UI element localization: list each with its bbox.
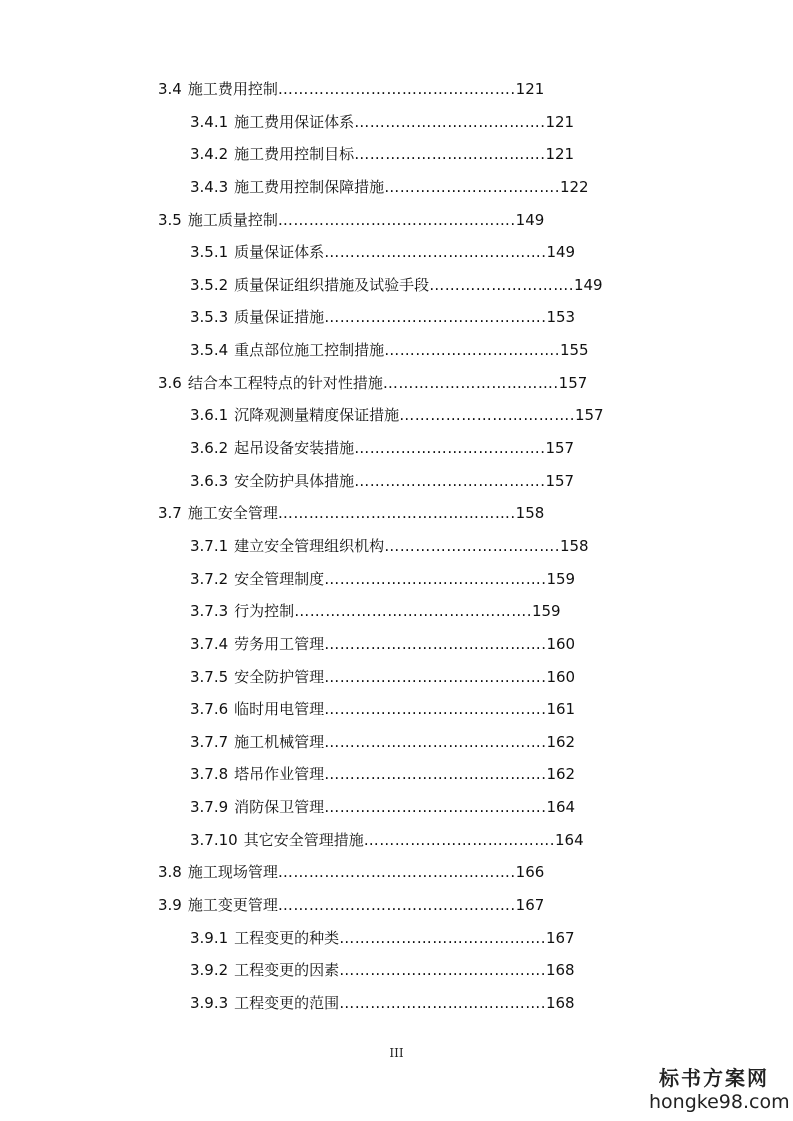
toc-entry-number: 3.9 [158, 896, 182, 915]
toc-entry [0, 301, 793, 334]
toc-entry-page: 153 [546, 308, 576, 327]
toc-entry [0, 530, 793, 563]
toc-entry-page: 164 [546, 798, 576, 817]
toc-entry [0, 824, 793, 857]
toc-entry-number: 3.7.6 [190, 700, 229, 719]
toc-entry-title: 施工费用控制 [187, 80, 278, 98]
toc-entry-leader: ……………………………………. [324, 667, 547, 686]
toc-entry-page: 158 [515, 504, 545, 523]
toc-entry-number: 3.5 [158, 210, 182, 229]
toc-entry-page: 160 [546, 667, 576, 686]
toc-entry [0, 204, 793, 237]
toc-entry-page: 157 [574, 406, 604, 425]
toc-entry [0, 399, 793, 432]
toc-entry-leader: ……………………………………. [324, 700, 547, 719]
toc-entry-page: 122 [559, 177, 589, 196]
toc-entry-title: 结合本工程特点的针对性措施 [187, 373, 383, 392]
toc-entry [0, 889, 793, 922]
toc-entry-leader: ………………………. [429, 275, 574, 294]
toc-entry [0, 563, 793, 596]
toc-entry-leader: ………………………………………. [294, 602, 532, 621]
toc-entry-leader: ……………………………………. [324, 569, 547, 588]
toc-entry [0, 954, 793, 987]
toc-entry-title: 行为控制 [234, 602, 295, 621]
toc-entry-page: 167 [515, 896, 545, 915]
toc-entry [0, 73, 793, 106]
toc-entry-title: 施工费用控制目标 [234, 145, 355, 164]
toc-entry-number: 3.5.3 [190, 308, 229, 327]
toc-entry-title: 工程变更的因素 [234, 961, 340, 980]
toc-entry-number: 3.7 [158, 504, 182, 523]
toc-entry [0, 367, 793, 400]
toc-entry-title: 施工费用保证体系 [234, 112, 355, 131]
toc-entry-number: 3.7.8 [190, 765, 229, 784]
toc-entry-number: 3.6.1 [190, 406, 229, 425]
toc-entry-title: 临时用电管理 [234, 700, 325, 719]
toc-entry-page: 159 [531, 602, 561, 621]
toc-entry-page: 161 [546, 700, 576, 719]
toc-entry-leader: ………………………………. [354, 112, 546, 131]
toc-entry-number: 3.7.10 [190, 830, 238, 849]
toc-entry [0, 693, 793, 726]
toc-entry-number: 3.8 [158, 863, 182, 882]
toc-entry [0, 334, 793, 367]
toc-entry-page: 121 [515, 80, 545, 98]
toc-entry-page: 155 [559, 341, 589, 360]
toc-entry-leader: ………………………………………. [277, 896, 516, 915]
toc-entry-leader: …………………………………. [339, 961, 546, 980]
toc-entry-number: 3.9.3 [190, 993, 229, 1012]
toc-entry [0, 791, 793, 824]
toc-entry-number: 3.7.5 [190, 667, 229, 686]
toc-entry [0, 595, 793, 628]
toc-entry-leader: ……………………………. [399, 406, 575, 425]
toc-entry [0, 432, 793, 465]
toc-entry-page: 157 [545, 439, 575, 458]
toc-entry-page: 149 [546, 243, 576, 262]
toc-entry-number: 3.5.1 [190, 243, 229, 262]
watermark-url: hongke98.com [649, 1091, 790, 1113]
toc-entry-leader: ……………………………………. [324, 732, 547, 751]
toc-entry-leader: ………………………………………. [277, 80, 516, 98]
toc-entry-title: 塔吊作业管理 [234, 765, 325, 784]
toc-entry-title: 安全防护管理 [234, 667, 325, 686]
toc-entry [0, 497, 793, 530]
toc-entry-number: 3.6 [158, 373, 182, 392]
table-of-contents [0, 73, 793, 1020]
toc-entry-leader: ………………………………. [354, 439, 546, 458]
toc-entry-number: 3.7.7 [190, 732, 229, 751]
toc-entry-number: 3.5.4 [190, 341, 229, 360]
toc-entry [0, 856, 793, 889]
toc-entry-number: 3.7.9 [190, 798, 229, 817]
toc-entry-number: 3.6.3 [190, 471, 229, 490]
toc-entry-title: 施工费用控制保障措施 [234, 177, 385, 196]
toc-entry-leader: ……………………………………. [324, 634, 547, 653]
toc-entry-leader: …………………………………. [339, 993, 546, 1012]
toc-entry-title: 施工现场管理 [187, 863, 278, 882]
toc-entry-page: 157 [545, 471, 575, 490]
toc-entry-page: 159 [546, 569, 576, 588]
toc-entry-page: 149 [573, 275, 603, 294]
toc-entry-title: 质量保证组织措施及试验手段 [234, 275, 430, 294]
toc-entry-page: 168 [545, 961, 575, 980]
watermark-logo [649, 1062, 790, 1113]
toc-entry-page: 162 [546, 732, 576, 751]
toc-entry-page: 168 [545, 993, 575, 1012]
toc-entry [0, 628, 793, 661]
toc-entry [0, 922, 793, 955]
toc-entry-number: 3.7.2 [190, 569, 229, 588]
toc-entry-leader: ……………………………………. [324, 765, 547, 784]
toc-entry-leader: ……………………………. [382, 373, 559, 392]
toc-entry-page: 149 [515, 210, 545, 229]
toc-entry-leader: ………………………………. [363, 830, 556, 849]
toc-entry-title: 安全防护具体措施 [234, 471, 355, 490]
toc-entry [0, 987, 793, 1020]
toc-entry-title: 沉降观测量精度保证措施 [234, 406, 400, 425]
toc-entry-leader: ………………………………………. [277, 504, 516, 523]
toc-entry-page: 167 [545, 928, 575, 947]
toc-entry-number: 3.9.1 [190, 928, 229, 947]
toc-entry-number: 3.7.4 [190, 634, 229, 653]
toc-entry-leader: …………………………………. [339, 928, 546, 947]
toc-entry-title: 工程变更的种类 [234, 928, 340, 947]
toc-entry-title: 建立安全管理组织机构 [234, 536, 385, 555]
toc-entry-leader: ……………………………. [384, 341, 560, 360]
toc-entry [0, 106, 793, 139]
toc-entry-title: 重点部位施工控制措施 [234, 341, 385, 360]
toc-entry-title: 工程变更的范围 [234, 993, 340, 1012]
toc-entry-number: 3.4.1 [190, 112, 229, 131]
toc-entry [0, 236, 793, 269]
toc-entry-leader: ……………………………. [384, 536, 560, 555]
toc-entry-number: 3.5.2 [190, 275, 229, 294]
toc-entry-leader: ……………………………………. [324, 243, 547, 262]
toc-entry-leader: ………………………………………. [277, 863, 516, 882]
toc-entry-title: 安全管理制度 [234, 569, 325, 588]
page-number: III [389, 1046, 404, 1060]
toc-entry-title: 施工安全管理 [187, 504, 278, 523]
toc-entry [0, 465, 793, 498]
toc-entry [0, 269, 793, 302]
toc-entry-title: 施工机械管理 [234, 732, 325, 751]
toc-entry-leader: ……………………………………. [324, 308, 547, 327]
toc-entry-title: 其它安全管理措施 [243, 830, 364, 849]
toc-entry-number: 3.6.2 [190, 439, 229, 458]
toc-entry-title: 施工变更管理 [187, 896, 278, 915]
toc-entry-number: 3.7.1 [190, 536, 229, 555]
toc-entry-page: 157 [558, 373, 588, 392]
toc-entry-leader: ………………………………………. [277, 210, 516, 229]
toc-entry [0, 661, 793, 694]
toc-entry-number: 3.4 [158, 80, 182, 98]
toc-entry-leader: ………………………………. [354, 145, 546, 164]
toc-entry-leader: ……………………………………. [324, 798, 547, 817]
toc-entry-title: 质量保证体系 [234, 243, 325, 262]
toc-entry-page: 162 [546, 765, 576, 784]
toc-entry-number: 3.4.3 [190, 177, 229, 196]
toc-entry-page: 160 [546, 634, 576, 653]
watermark-text: 标书方案网 [659, 1066, 769, 1090]
toc-entry [0, 138, 793, 171]
toc-entry-page: 158 [559, 536, 589, 555]
toc-entry-leader: ………………………………. [354, 471, 546, 490]
toc-entry [0, 171, 793, 204]
toc-entry [0, 726, 793, 759]
toc-entry-number: 3.9.2 [190, 961, 229, 980]
toc-entry-leader: ……………………………. [384, 177, 560, 196]
toc-entry-page: 164 [555, 830, 584, 849]
toc-entry-number: 3.7.3 [190, 602, 229, 621]
toc-entry-title: 质量保证措施 [234, 308, 325, 327]
toc-entry-title: 起吊设备安装措施 [234, 439, 355, 458]
toc-entry-page: 121 [545, 112, 575, 131]
toc-entry-title: 消防保卫管理 [234, 798, 325, 817]
toc-entry-page: 166 [515, 863, 545, 882]
toc-entry-title: 施工质量控制 [187, 210, 278, 229]
toc-entry-number: 3.4.2 [190, 145, 229, 164]
toc-entry-page: 121 [545, 145, 575, 164]
toc-entry-title: 劳务用工管理 [234, 634, 325, 653]
toc-entry [0, 758, 793, 791]
